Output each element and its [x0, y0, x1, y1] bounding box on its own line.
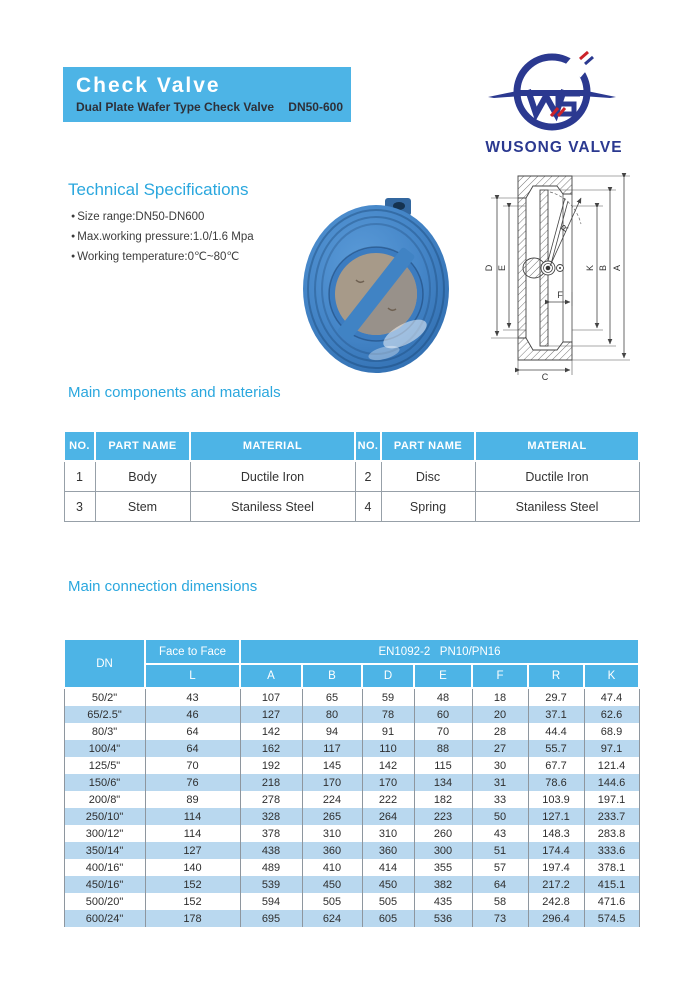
components-header-cell: NO.: [64, 431, 95, 461]
dimension-cell: 265: [302, 808, 362, 825]
dimension-cell: 114: [145, 825, 240, 842]
standard-header: EN1092-2 PN10/PN16: [240, 639, 639, 664]
dimension-cell: 182: [414, 791, 472, 808]
dimension-cell: 115: [414, 757, 472, 774]
dimension-cell: 438: [240, 842, 302, 859]
dimension-cell: 65/2.5": [64, 706, 145, 723]
spec-item: ● Size range:DN50-DN600: [71, 207, 254, 227]
components-header-cell: PART NAME: [95, 431, 190, 461]
component-cell: 1: [64, 461, 95, 492]
component-cell: 2: [355, 461, 381, 492]
dimension-cell: 76: [145, 774, 240, 791]
dimension-row: [64, 825, 639, 842]
dimension-cell: 20: [472, 706, 528, 723]
dimension-subheader-cell: L: [145, 664, 240, 688]
dimension-cell: 80/3": [64, 723, 145, 740]
dimension-cell: 350/14": [64, 842, 145, 859]
dimension-cell: 127: [145, 842, 240, 859]
dim-label-d: D: [484, 264, 494, 272]
dimension-cell: 121.4: [584, 757, 639, 774]
dimension-subheader-cell: B: [302, 664, 362, 688]
dimension-cell: 140: [145, 859, 240, 876]
valve-photo-icon: [300, 196, 458, 376]
dimension-cell: 18: [472, 688, 528, 706]
dimensions-table-body: [64, 688, 639, 927]
dimension-row: [64, 910, 639, 927]
dimension-cell: 47.4: [584, 688, 639, 706]
dimension-cell: 355: [414, 859, 472, 876]
component-cell: Ductile Iron: [475, 461, 639, 492]
component-cell: 4: [355, 492, 381, 522]
dimension-cell: 539: [240, 876, 302, 893]
dimension-cell: 217.2: [528, 876, 584, 893]
dimension-cell: 200/8": [64, 791, 145, 808]
dimension-cell: 382: [414, 876, 472, 893]
dimension-cell: 300/12": [64, 825, 145, 842]
dimension-row: [64, 688, 639, 706]
component-cell: Ductile Iron: [190, 461, 355, 492]
header-banner: [63, 67, 351, 122]
dimension-cell: 46: [145, 706, 240, 723]
valve-cross-section-icon: [477, 166, 655, 382]
dimensions-subheader-row: [64, 664, 639, 688]
dimension-cell: 414: [362, 859, 414, 876]
component-cell: 3: [64, 492, 95, 522]
dimension-cell: 192: [240, 757, 302, 774]
dimension-subheader-cell: A: [240, 664, 302, 688]
dimension-cell: 51: [472, 842, 528, 859]
dimension-cell: 624: [302, 910, 362, 927]
dim-label-r: R: [558, 222, 571, 234]
dimensions-heading: Main connection dimensions: [68, 578, 258, 595]
components-heading: Main components and materials: [68, 384, 281, 401]
dimension-cell: 142: [240, 723, 302, 740]
dimension-cell: 80: [302, 706, 362, 723]
dimension-cell: 50/2": [64, 688, 145, 706]
spec-item: ● Working temperature:0℃~80℃: [71, 247, 254, 267]
dimension-cell: 70: [414, 723, 472, 740]
dimension-cell: 43: [145, 688, 240, 706]
dimension-cell: 64: [472, 876, 528, 893]
dimension-cell: 48: [414, 688, 472, 706]
dimension-cell: 100/4": [64, 740, 145, 757]
dimension-cell: 103.9: [528, 791, 584, 808]
dimension-row: [64, 723, 639, 740]
components-table-body: [64, 461, 639, 522]
dimension-subheader-cell: D: [362, 664, 414, 688]
dimension-row: [64, 757, 639, 774]
dimension-cell: 28: [472, 723, 528, 740]
dimension-cell: 144.6: [584, 774, 639, 791]
dimension-cell: 500/20": [64, 893, 145, 910]
dimension-row: [64, 808, 639, 825]
dn-header: DN: [64, 639, 145, 688]
dimension-cell: 65: [302, 688, 362, 706]
dim-label-b: B: [598, 264, 608, 272]
dimension-row: [64, 859, 639, 876]
dimension-cell: 78: [362, 706, 414, 723]
page-title: Check Valve: [76, 74, 221, 97]
dimension-cell: 37.1: [528, 706, 584, 723]
dimension-cell: 197.1: [584, 791, 639, 808]
dimension-cell: 91: [362, 723, 414, 740]
dimension-row: [64, 706, 639, 723]
dimension-cell: 218: [240, 774, 302, 791]
dimension-cell: 114: [145, 808, 240, 825]
component-row: [64, 492, 639, 522]
dimension-row: [64, 893, 639, 910]
dimension-cell: 33: [472, 791, 528, 808]
dimension-cell: 88: [414, 740, 472, 757]
dimension-cell: 44.4: [528, 723, 584, 740]
logo-mark-icon: [488, 50, 620, 136]
dimension-cell: 152: [145, 876, 240, 893]
dimension-cell: 178: [145, 910, 240, 927]
product-photo: [300, 196, 458, 381]
dimension-cell: 55.7: [528, 740, 584, 757]
dimension-drawing: [477, 166, 655, 387]
dimension-cell: 60: [414, 706, 472, 723]
dimension-cell: 435: [414, 893, 472, 910]
components-header-cell: PART NAME: [381, 431, 475, 461]
dimension-cell: 197.4: [528, 859, 584, 876]
dimension-cell: 150/6": [64, 774, 145, 791]
dimension-cell: 43: [472, 825, 528, 842]
dimension-cell: 107: [240, 688, 302, 706]
dimension-cell: 145: [302, 757, 362, 774]
dimension-cell: 360: [302, 842, 362, 859]
dimension-cell: 505: [302, 893, 362, 910]
spec-item: ● Max.working pressure:1.0/1.6 Mpa: [71, 227, 254, 247]
dimension-row: [64, 876, 639, 893]
dimension-cell: 250/10": [64, 808, 145, 825]
dimension-cell: 264: [362, 808, 414, 825]
dimension-cell: 94: [302, 723, 362, 740]
dimension-cell: 605: [362, 910, 414, 927]
component-cell: Staniless Steel: [475, 492, 639, 522]
dimension-cell: 505: [362, 893, 414, 910]
components-header-cell: NO.: [355, 431, 381, 461]
dimension-cell: 450/16": [64, 876, 145, 893]
dimension-subheader-cell: F: [472, 664, 528, 688]
dimension-cell: 170: [362, 774, 414, 791]
dimension-cell: 594: [240, 893, 302, 910]
dim-label-a: A: [612, 264, 622, 272]
dimension-cell: 600/24": [64, 910, 145, 927]
dimension-cell: 110: [362, 740, 414, 757]
dimension-cell: 296.4: [528, 910, 584, 927]
dimension-cell: 300: [414, 842, 472, 859]
dimension-cell: 410: [302, 859, 362, 876]
dimension-cell: 310: [302, 825, 362, 842]
dimension-cell: 174.4: [528, 842, 584, 859]
component-row: [64, 461, 639, 492]
dimension-cell: 78.6: [528, 774, 584, 791]
dimension-cell: 283.8: [584, 825, 639, 842]
dimension-row: [64, 791, 639, 808]
dimension-cell: 30: [472, 757, 528, 774]
dimension-cell: 415.1: [584, 876, 639, 893]
components-header-row: [64, 431, 639, 461]
dimension-cell: 400/16": [64, 859, 145, 876]
component-cell: Stem: [95, 492, 190, 522]
components-table: [63, 430, 640, 522]
face-to-face-header: Face to Face: [145, 639, 240, 664]
dimension-cell: 142: [362, 757, 414, 774]
dimension-cell: 152: [145, 893, 240, 910]
dimension-cell: 450: [302, 876, 362, 893]
component-cell: Body: [95, 461, 190, 492]
component-cell: Staniless Steel: [190, 492, 355, 522]
dimension-cell: 57: [472, 859, 528, 876]
component-cell: Disc: [381, 461, 475, 492]
dimension-cell: 117: [302, 740, 362, 757]
dimension-cell: 31: [472, 774, 528, 791]
dimension-cell: 170: [302, 774, 362, 791]
dimension-cell: 695: [240, 910, 302, 927]
dimension-cell: 222: [362, 791, 414, 808]
dimension-cell: 68.9: [584, 723, 639, 740]
dimension-cell: 260: [414, 825, 472, 842]
dimension-row: [64, 774, 639, 791]
dimension-cell: 574.5: [584, 910, 639, 927]
components-header-cell: MATERIAL: [475, 431, 639, 461]
dimension-cell: 127: [240, 706, 302, 723]
dimension-cell: 162: [240, 740, 302, 757]
dimension-cell: 310: [362, 825, 414, 842]
dimension-cell: 242.8: [528, 893, 584, 910]
dn-range: DN50-600: [288, 100, 343, 114]
dimension-cell: 125/5": [64, 757, 145, 774]
dimension-cell: 70: [145, 757, 240, 774]
dimension-row: [64, 842, 639, 859]
dimension-cell: 73: [472, 910, 528, 927]
dim-label-k: K: [585, 264, 595, 272]
dimension-cell: 471.6: [584, 893, 639, 910]
dimension-subheader-cell: K: [584, 664, 639, 688]
dimension-cell: 134: [414, 774, 472, 791]
dimension-cell: 536: [414, 910, 472, 927]
dimension-cell: 223: [414, 808, 472, 825]
dimension-cell: 127.1: [528, 808, 584, 825]
tech-specs-list: [71, 207, 254, 267]
dimension-cell: 59: [362, 688, 414, 706]
dimension-cell: 64: [145, 740, 240, 757]
dimension-subheader-cell: R: [528, 664, 584, 688]
company-logo: [484, 50, 624, 157]
dimension-cell: 333.6: [584, 842, 639, 859]
dimension-cell: 233.7: [584, 808, 639, 825]
dimension-cell: 67.7: [528, 757, 584, 774]
dimension-cell: 378: [240, 825, 302, 842]
dim-label-e: E: [497, 264, 507, 272]
page-subtitle: Dual Plate Wafer Type Check Valve: [76, 100, 275, 114]
dimension-cell: 29.7: [528, 688, 584, 706]
dimension-cell: 378.1: [584, 859, 639, 876]
dimension-cell: 27: [472, 740, 528, 757]
dim-label-c: C: [541, 372, 549, 382]
dimension-cell: 328: [240, 808, 302, 825]
dimension-cell: 64: [145, 723, 240, 740]
dimensions-table: [63, 638, 640, 927]
dimension-cell: 224: [302, 791, 362, 808]
brand-name: WUSONG VALVE: [485, 139, 623, 156]
dimension-cell: 62.6: [584, 706, 639, 723]
dimension-cell: 489: [240, 859, 302, 876]
dimension-cell: 148.3: [528, 825, 584, 842]
dimension-cell: 360: [362, 842, 414, 859]
dimension-subheader-cell: E: [414, 664, 472, 688]
tech-specs-heading: Technical Specifications: [68, 180, 249, 199]
dimension-cell: 97.1: [584, 740, 639, 757]
dimension-cell: 450: [362, 876, 414, 893]
dim-label-f: F: [557, 290, 563, 300]
dimension-cell: 58: [472, 893, 528, 910]
dimension-cell: 278: [240, 791, 302, 808]
dimension-cell: 50: [472, 808, 528, 825]
dimension-cell: 89: [145, 791, 240, 808]
components-header-cell: MATERIAL: [190, 431, 355, 461]
dimension-row: [64, 740, 639, 757]
component-cell: Spring: [381, 492, 475, 522]
